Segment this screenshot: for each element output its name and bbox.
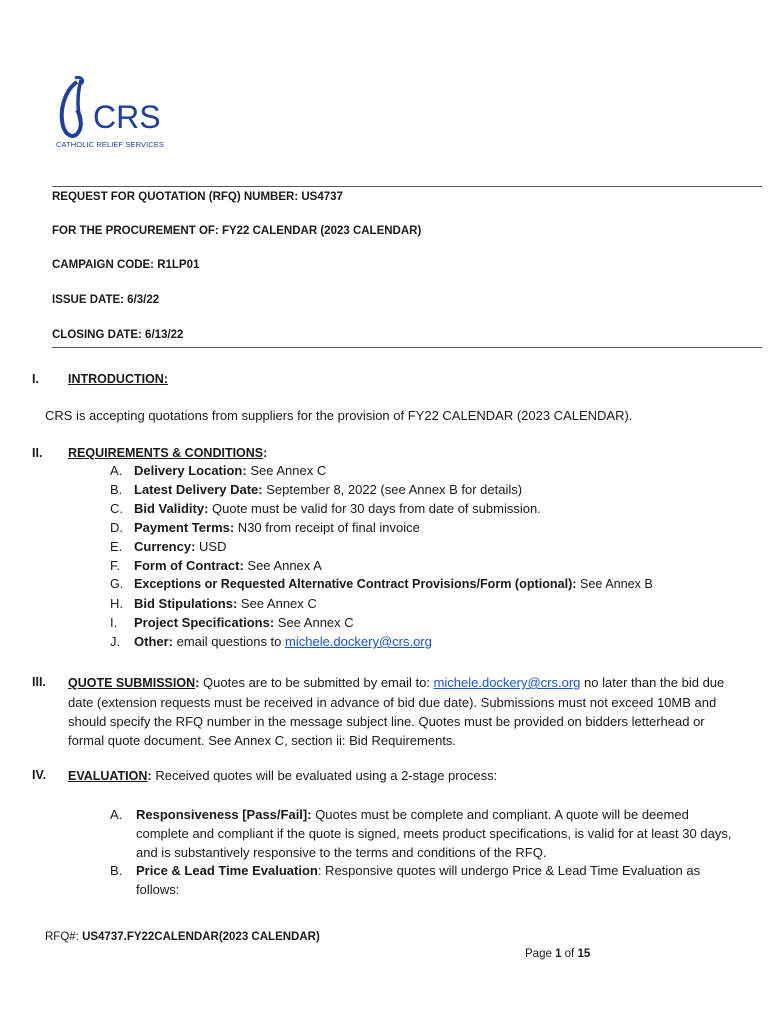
page-current: 1 [555,948,562,960]
eval-item-label: Price & Lead Time Evaluation [136,863,318,878]
item-letter: F. [110,558,121,573]
section-3-colon: : [195,675,200,690]
item-label: Project Specifications: [134,615,275,630]
section-2-heading [68,446,267,460]
eval-item-label: Responsiveness [Pass/Fail]: [136,807,312,822]
requirement-item [110,634,432,649]
item-letter: D. [110,520,123,535]
eval-item-text: Quotes must be complete and compliant. A quote will be deemed complete and compliant if the quote is signed, meets product specifications, is valid for at least 30 days, and is substantively responsive to the terms and conditions of the RFQ. [136,807,732,860]
logo-text: CRS [93,99,161,135]
item-letter: H. [110,596,123,611]
item-label: Currency: [134,539,196,554]
quote-text-after: no later than the bid due date (extension requests must be received in advance of bid due date). Submissions must not exceed 10MB and should specify the RFQ number in the message subject line. Quotes must be provided on bidders letterhead or formal quote document. See Annex C, section ii: Bid Requirements. [68,675,725,748]
requirement-item [110,482,522,497]
page-number [525,948,590,960]
section-2-title: REQUIREMENTS & CONDITIONS [68,446,264,460]
section-1-numeral: I. [32,372,39,386]
eval-item-text: : Responsive quotes will undergo Price & Lead Time Evaluation as follows: [136,863,701,897]
footer-rfq-prefix: RFQ#: [45,931,83,943]
requirement-item [110,539,226,554]
section-3-numeral: III. [32,675,46,689]
section-3-title: QUOTE SUBMISSION [68,676,196,690]
footer-rfq-value: US4737.FY22CALENDAR(2023 CALENDAR) [82,931,320,943]
evaluation-text: Received quotes will be evaluated using a 2-stage process: [151,768,498,783]
item-text: email questions to [173,634,286,649]
item-letter: C. [110,501,123,516]
section-2-colon: : [263,446,268,460]
item-text: USD [195,539,227,554]
item-text: N30 from receipt of final invoice [234,520,420,535]
item-text: See Annex B [576,577,653,591]
quote-submission-paragraph [68,673,730,750]
item-text: See Annex C [246,463,327,478]
section-4-colon: : [147,768,152,783]
requirement-item [110,501,541,516]
closing-date: CLOSING DATE: 6/13/22 [52,329,184,341]
item-letter: G. [110,577,124,591]
requirement-item [110,558,322,573]
campaign-code: CAMPAIGN CODE: R1LP01 [52,259,200,271]
procurement-line: FOR THE PROCUREMENT OF: FY22 CALENDAR (2023 CALENDAR) [52,225,422,237]
quote-text-before: Quotes are to be submitted by email to: [199,675,434,690]
eval-item-letter: A. [110,807,123,822]
logo-subtitle: CATHOLIC RELIEF SERVICES [56,140,164,149]
item-text: September 8, 2022 (see Annex B for details) [262,482,523,497]
issue-date: ISSUE DATE: 6/3/22 [52,294,160,306]
item-letter: B. [110,482,123,497]
item-text: Quote must be valid for 30 days from date of submission. [208,501,541,516]
eval-item-price [136,861,734,899]
item-label: Bid Stipulations: [134,596,238,611]
page-total: 15 [577,948,591,960]
intro-text: CRS is accepting quotations from suppliers for the provision of FY22 CALENDAR (2023 CALENDAR). [45,408,633,423]
requirement-item [110,520,420,535]
section-1-title: INTRODUCTION: [68,372,168,386]
item-label: Bid Validity: [134,501,209,516]
item-label: Latest Delivery Date: [134,482,263,497]
requirement-item [110,463,326,478]
item-letter: E. [110,539,123,554]
requirement-item [110,615,354,630]
item-text: See Annex A [243,558,322,573]
item-text: See Annex C [237,596,317,611]
requirement-item [110,596,317,611]
eval-item-letter: B. [110,863,123,878]
item-letter: J. [110,634,121,649]
rfq-number: REQUEST FOR QUOTATION (RFQ) NUMBER: US4737 [52,191,343,203]
section-4-title: EVALUATION [68,769,148,783]
item-label: Delivery Location: [134,463,247,478]
contact-email-link[interactable]: michele.dockery@crs.org [285,634,432,649]
item-letter: I. [110,615,118,630]
requirement-item [110,577,653,591]
item-label: Exceptions or Requested Alternative Contract Provisions/Form (optional): [134,577,577,591]
item-label: Form of Contract: [134,558,244,573]
evaluation-intro [68,766,497,786]
submission-email-link[interactable]: michele.dockery@crs.org [433,675,581,690]
item-text: See Annex C [274,615,354,630]
section-2-numeral: II. [32,446,43,460]
item-letter: A. [110,463,123,478]
item-label: Other: [134,634,173,649]
header-bottom-rule [52,347,762,348]
crs-logo-mark [55,76,170,142]
footer-rfq [45,931,320,943]
item-label: Payment Terms: [134,520,235,535]
of-word: of [561,948,578,960]
eval-item-responsiveness [136,805,734,862]
section-4-numeral: IV. [32,768,47,782]
page-word: Page [525,948,556,960]
header-top-rule [52,186,762,187]
